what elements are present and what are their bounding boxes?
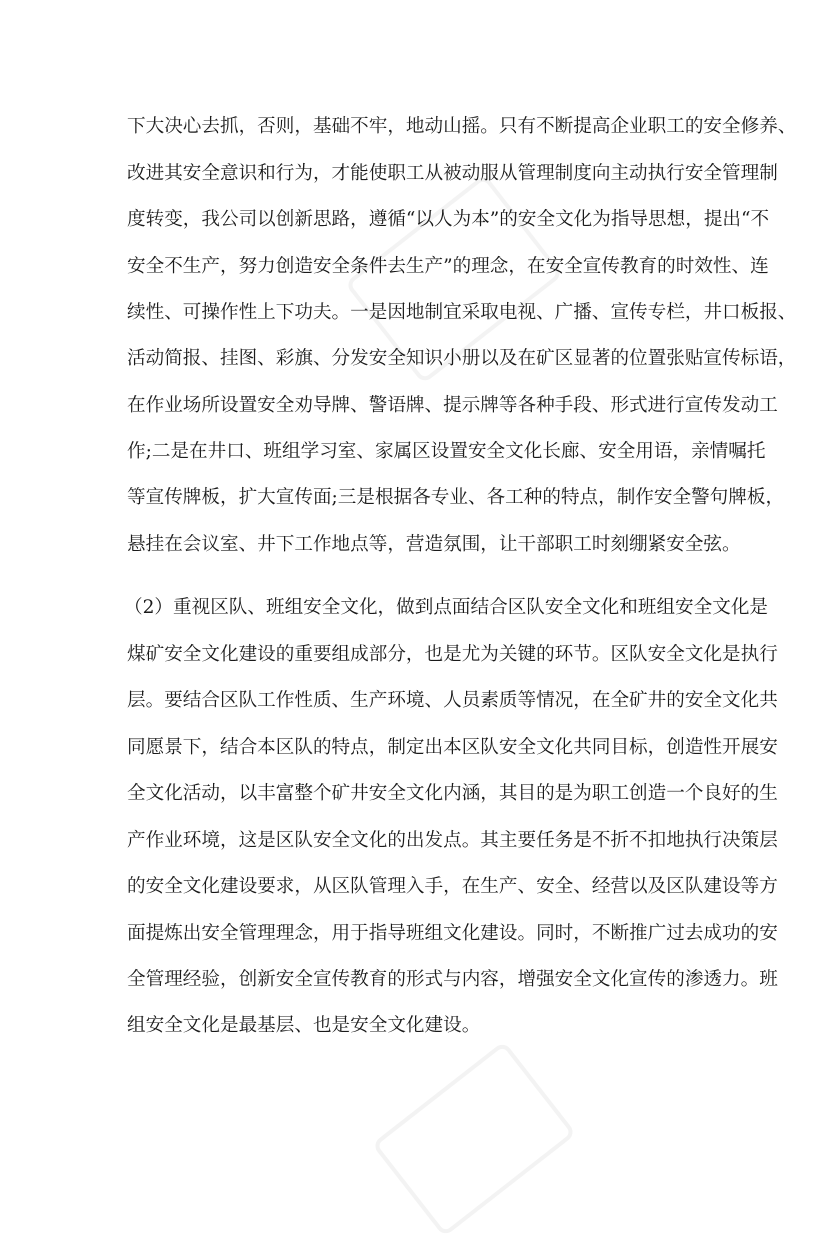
text-line: 同愿景下，结合本区队的特点，制定出本区队安全文化共同目标，创造性开展安 — [127, 737, 778, 758]
text-line: 度转变，我公司以创新思路，遵循“以人为本”的安全文化为指导思想，提出“不 — [127, 209, 770, 230]
text-line: 层。要结合区队工作性质、生产环境、人员素质等情况，在全矿井的安全文化共 — [127, 690, 778, 711]
text-line: 煤矿安全文化建设的重要组成部分，也是尤为关键的环节。区队安全文化是执行 — [127, 644, 778, 665]
text-line: 产作业环境，这是区队安全文化的出发点。其主要任务是不折不扣地执行决策层 — [127, 830, 778, 851]
text-line: 安全不生产，努力创造安全条件去生产”的理念，在安全宣传教育的时效性、连 — [127, 256, 769, 277]
text-line: （2）重视区队、班组安全文化，做到点面结合区队安全文化和班组安全文化是 — [124, 597, 769, 618]
text-line: 全文化活动，以丰富整个矿井安全文化内涵，其目的是为职工创造一个良好的生 — [127, 783, 778, 804]
text-line: 下大决心去抓，否则，基础不牢，地动山摇。只有不断提高企业职工的安全修养、 — [127, 116, 797, 137]
watermark-stamp — [371, 1041, 576, 1237]
text-line: 在作业场所设置安全劝导牌、警语牌、提示牌等各种手段、形式进行宣传发动工 — [127, 395, 778, 416]
text-line: 活动简报、挂图、彩旗、分发安全知识小册以及在矿区显著的位置张贴宣传标语， — [127, 348, 797, 369]
text-line: 等宣传牌板，扩大宣传面;三是根据各专业、各工种的特点，制作安全警句牌板， — [127, 487, 785, 508]
text-line: 面提炼出安全管理理念，用于指导班组文化建设。同时，不断推广过去成功的安 — [127, 923, 778, 944]
text-line: 悬挂在会议室、井下工作地点等，营造氛围，让干部职工时刻绷紧安全弦。 — [127, 534, 741, 555]
text-line: 全管理经验，创新安全宣传教育的形式与内容，增强安全文化宣传的渗透力。班 — [127, 969, 778, 990]
text-line: 的安全文化建设要求，从区队管理入手，在生产、安全、经营以及区队建设等方 — [127, 876, 778, 897]
text-line: 组安全文化是最基层、也是安全文化建设。 — [127, 1015, 481, 1036]
text-line: 作;二是在井口、班组学习室、家属区设置安全文化长廊、安全用语，亲情嘱托 — [127, 441, 766, 462]
text-line: 改进其安全意识和行为，才能使职工从被动服从管理制度向主动执行安全管理制 — [127, 163, 778, 184]
text-line: 续性、可操作性上下功夫。一是因地制宜采取电视、广播、宣传专栏，井口板报、 — [127, 302, 797, 323]
